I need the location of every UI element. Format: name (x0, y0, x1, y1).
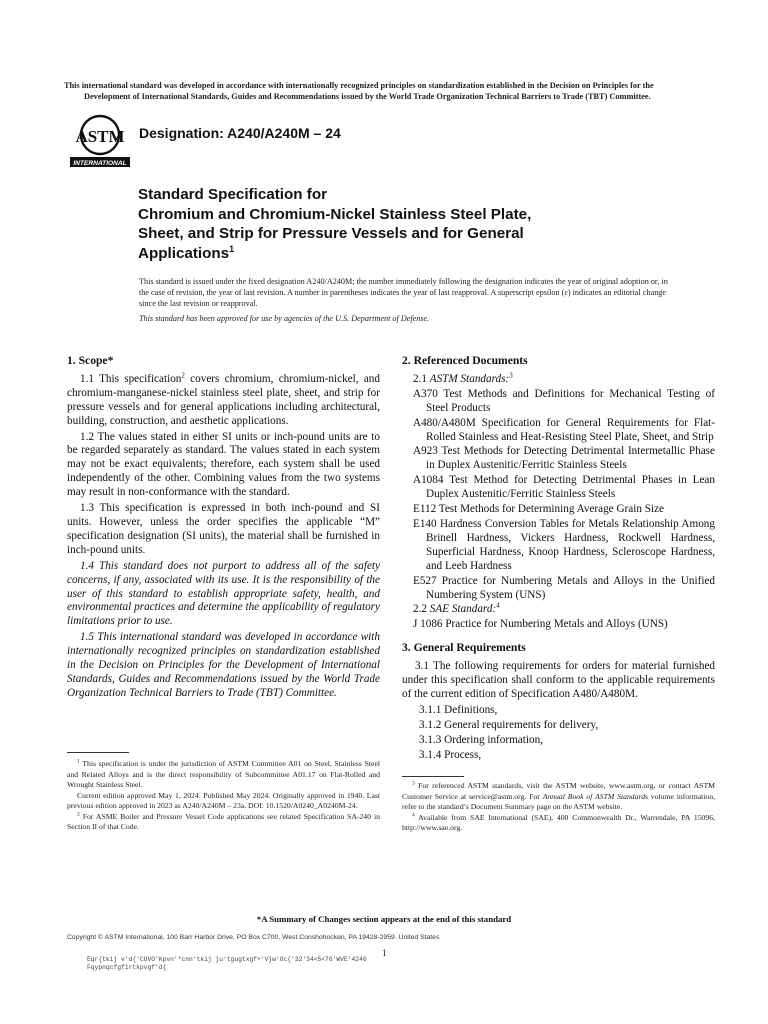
ref-item: A480/A480M Specification for General Requirements for Flat-Rolled Stainless and Heat-Resisting Steel Plate, Sheet, and Strip (413, 416, 715, 443)
footnote-divider-left (67, 752, 129, 753)
astm-standards-text: ASTM Standards: (429, 372, 510, 385)
scope-1-1 (67, 373, 380, 429)
license-watermark (87, 956, 367, 972)
astm-standards-sup: 3 (509, 371, 513, 380)
watermark-line1: Eqr{tkij v'd{'CUVO'Kpvn'*cnn'tkij ju'tgugtxgf+'Vjw'Oc{'32'34<5<76'WVE'4246 (87, 956, 367, 963)
astm-standards-label (402, 373, 715, 387)
summary-of-changes-note: *A Summary of Changes section appears at the end of this standard (256, 914, 512, 924)
document-title (138, 185, 618, 263)
sae-standard-num: 2.2 (413, 603, 430, 616)
footnote-1-marker: 1 (77, 758, 80, 765)
ref-item: E112 Test Methods for Determining Average Grain Size (413, 503, 664, 516)
tbt-notice-line2: Development of International Standards, Guides and Recommendations issued by the World Trade Organization Technical Barriers to Trade (TBT) Committee. (84, 92, 651, 101)
issuance-note: This standard is issued under the fixed designation A240/A240M; the number immediately following the designation indicates the year of original adoption or, in the case of revision, the year of last revision. A number in parentheses indicates the year of last reapproval. A superscript epsilon (ε) indicates an editorial change since the last revision or reapproval. (139, 277, 668, 308)
title-footnote-marker: 1 (229, 243, 235, 254)
footnotes-left (67, 759, 380, 833)
ref-item: E527 Practice for Numbering Metals and Alloys in the Unified Numbering System (UNS) (413, 574, 715, 601)
ref-item: A1084 Test Method for Detecting Detrimental Phases in Lean Duplex Austenitic/Ferritic Stainless Steels (413, 474, 715, 501)
page-number: 1 (382, 949, 387, 959)
right-column (402, 354, 715, 763)
scope-1-1-a: 1.1 This specification (80, 372, 182, 385)
footnote-divider-right (402, 776, 464, 777)
title-line4: Applications (138, 244, 230, 262)
general-requirements-heading: 3. General Requirements (402, 641, 526, 655)
logo-wordmark: ASTM (75, 127, 125, 146)
title-line3: Sheet, and Strip for Pressure Vessels and for General (138, 225, 524, 242)
ref-item: A923 Test Methods for Detecting Detrimental Intermetallic Phase in Duplex Austenitic/Ferritic Stainless Steels (413, 445, 715, 472)
footnote-2 (67, 812, 380, 833)
watermark-line2: Fqypnqcfgf1rtkpvgf'd{ (87, 964, 167, 971)
general-req-item: 3.1.1 Definitions, (419, 703, 498, 716)
footnote-2-text: For ASME Boiler and Pressure Vessel Code applications see related Specification SA-240 in Section II of that Code. (67, 811, 380, 831)
scope-1-1-b: covers chromium, chromium-nickel, and chromium-manganese-nickel stainless steel plate, sheet, and strip for pressure vessels and for general applications including architectural, building, construction, and aesthetic applications. (67, 372, 380, 427)
astm-standards-num: 2.1 (413, 372, 430, 385)
scope-1-3: 1.3 This specification is expressed in both inch-pound and SI units. However, unless the order specifies the applicable “M” specification designation (SI units), the material shall be furnished in inch-pound units. (67, 502, 380, 556)
footnote-2-marker: 2 (77, 810, 80, 817)
footnote-3-text-b: volume information, refer to the standard’s Document Summary page on the ASTM website. (402, 791, 715, 811)
referenced-docs-heading: 2. Referenced Documents (402, 354, 528, 367)
footnote-4-marker: 4 (412, 811, 415, 818)
sae-standard-label (402, 603, 715, 617)
scope-1-5: 1.5 This international standard was developed in accordance with internationally recognized principles on standardization established in the Decision on Principles for the Development of International Standards, Guides and Recommendations issued by the World Trade Organization Technical Barriers to Trade (TBT) Committee. (67, 631, 380, 699)
footnote-3-marker: 3 (412, 780, 415, 787)
footnote-1 (67, 759, 380, 791)
left-column (67, 354, 380, 703)
footnotes-right (402, 781, 715, 834)
scope-1-4: 1.4 This standard does not purport to address all of the safety concerns, if any, associated with its use. It is the responsibility of the user of this standard to establish appropriate safety, health, and environmental practices and determine the applicability of regulatory limitations prior to use. (67, 559, 380, 628)
tbt-notice (64, 80, 716, 102)
general-3-1: 3.1 The following requirements for orders for material furnished under this specification shall conform to the applicable requirements of the current edition of Specification A480/A480M. (402, 660, 715, 700)
general-req-item: 3.1.4 Process, (419, 748, 482, 761)
sae-ref-item: J 1086 Practice for Numbering Metals and Alloys (UNS) (413, 618, 668, 631)
title-line2: Chromium and Chromium-Nickel Stainless Steel Plate, (138, 205, 532, 223)
tbt-notice-line1: This international standard was developed in accordance with internationally recognized principles on standardization established in the Decision on Principles for the (64, 81, 654, 90)
copyright-line: Copyright © ASTM International, 100 Barr Harbor Drive, PO Box C700, West Conshohocken, PA 19428-2959. United States (67, 934, 440, 941)
scope-heading: 1. Scope* (67, 354, 114, 367)
footnote-1-text: This specification is under the jurisdiction of ASTM Committee A01 on Steel, Stainless Steel and Related Alloys and is the direct responsibility of Subcommittee A01.17 on Flat-Rolled and Wrought Stainless Steel. (67, 759, 380, 789)
title-line1: Standard Specification for (138, 186, 328, 203)
designation: Designation: A240/A240M – 24 (139, 125, 341, 141)
footnote-4-text: Available from SAE International (SAE), 400 Commonwealth Dr., Warrendale, PA 15096, http://www.sae.org. (402, 812, 715, 832)
footnote-1-edition: Current edition approved May 1, 2024. Published May 2024. Originally approved in 1940. Last previous edition approved in 2023 as A240/A240M – 23a. DOI: 10.1520/A0240_A0240M-24. (67, 790, 380, 810)
sae-standard-sup: 4 (496, 601, 500, 610)
footnote-3 (402, 781, 715, 813)
ref-item: E140 Hardness Conversion Tables for Metals Relationship Among Brinell Hardness, Vickers Hardness, Rockwell Hardness, Superficial Hardness, Knoop Hardness, Scleroscope Hardness, and Leeb Hardness (413, 517, 715, 572)
scope-1-2: 1.2 The values stated in either SI units or inch-pound units are to be regarded separately as standard. The values stated in each system may not be exact equivalents; therefore, each system shall be used independently of the other. Combining values from the two systems may result in non-conformance with the standard. (67, 430, 380, 499)
astm-logo-icon (68, 113, 132, 169)
logo-sublabel: INTERNATIONAL (73, 160, 127, 167)
footnote-4 (402, 813, 715, 834)
footnote-3-book-title: Annual Book of ASTM Standards (542, 791, 649, 801)
general-req-item: 3.1.3 Ordering information, (419, 733, 543, 746)
dod-approval-note: This standard has been approved for use by agencies of the U.S. Department of Defense. (139, 314, 430, 323)
general-req-item: 3.1.2 General requirements for delivery, (419, 718, 599, 731)
ref-item: A370 Test Methods and Definitions for Mechanical Testing of Steel Products (413, 387, 715, 414)
sae-standard-text: SAE Standard: (429, 603, 497, 616)
footnote-3-text-a: For referenced ASTM standards, visit the ASTM website, www.astm.org, or contact ASTM Customer Service at service@astm.org. For (402, 781, 715, 801)
scope-1-1-sup: 2 (181, 371, 185, 380)
